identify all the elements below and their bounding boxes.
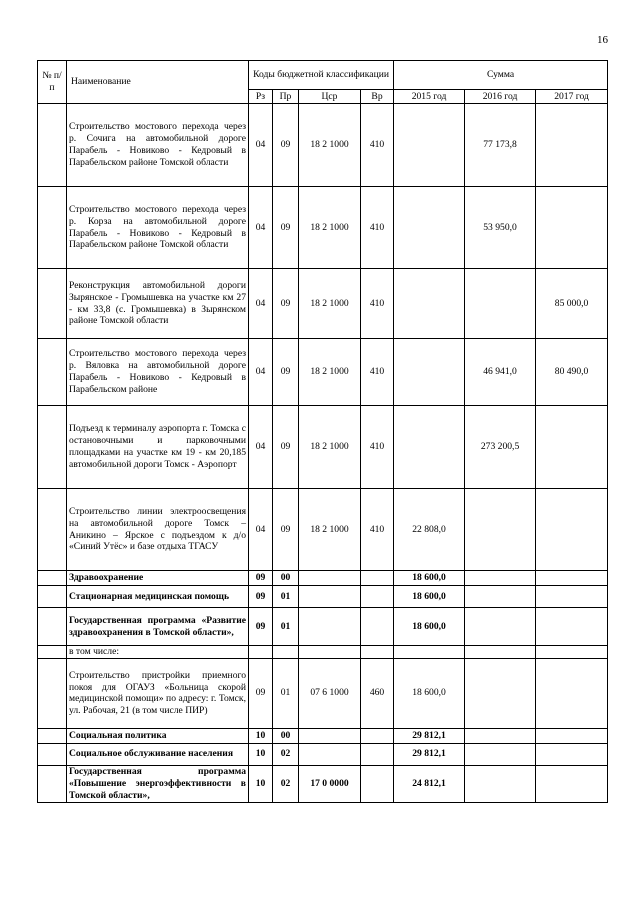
row-name-cell: Строительство мостового перехода через р. Корза на автомобильной дороге Парабель - Новиково - Кедровый в Парабельском районе Томской области: [67, 187, 249, 269]
row-csr-cell: 07 6 1000: [299, 658, 361, 728]
row-num-cell: [38, 586, 67, 608]
row-pr-cell: 09: [273, 269, 299, 339]
row-vr-cell: [361, 608, 394, 646]
budget-table: [37, 60, 608, 803]
row-2015-cell: 18 600,0: [394, 571, 465, 586]
row-2016-cell: [465, 269, 536, 339]
row-pr-cell: 01: [273, 608, 299, 646]
row-2015-cell: 29 812,1: [394, 743, 465, 765]
row-csr-cell: 18 2 1000: [299, 406, 361, 489]
row-rz-cell: 09: [249, 658, 273, 728]
row-num-cell: [38, 104, 67, 187]
header-vr: Вр: [361, 90, 394, 104]
table-row: [38, 608, 608, 646]
row-rz-cell: 04: [249, 104, 273, 187]
row-vr-cell: [361, 586, 394, 608]
row-csr-cell: [299, 586, 361, 608]
row-rz-cell: 04: [249, 269, 273, 339]
row-vr-cell: [361, 571, 394, 586]
row-pr-cell: [273, 646, 299, 659]
row-2017-cell: [536, 586, 608, 608]
row-2015-cell: 18 600,0: [394, 658, 465, 728]
row-num-cell: [38, 571, 67, 586]
row-csr-cell: 18 2 1000: [299, 269, 361, 339]
row-pr-cell: 09: [273, 406, 299, 489]
table-row: [38, 658, 608, 728]
row-rz-cell: 04: [249, 187, 273, 269]
row-name-cell: Государственная программа «Развитие здравоохранения в Томской области»,: [67, 608, 249, 646]
row-2015-cell: 22 808,0: [394, 489, 465, 571]
row-2017-cell: [536, 187, 608, 269]
header-rz: Рз: [249, 90, 273, 104]
row-name-cell: Стационарная медицинская помощь: [67, 586, 249, 608]
row-pr-cell: 00: [273, 571, 299, 586]
row-csr-cell: 17 0 0000: [299, 765, 361, 802]
header-2015: 2015 год: [394, 90, 465, 104]
row-rz-cell: 04: [249, 339, 273, 406]
table-row: [38, 571, 608, 586]
row-name-cell: Здравоохранение: [67, 571, 249, 586]
row-num-cell: [38, 658, 67, 728]
row-vr-cell: 410: [361, 489, 394, 571]
row-vr-cell: [361, 743, 394, 765]
row-rz-cell: 09: [249, 571, 273, 586]
row-vr-cell: [361, 765, 394, 802]
row-num-cell: [38, 489, 67, 571]
row-2016-cell: 77 173,8: [465, 104, 536, 187]
row-2017-cell: [536, 658, 608, 728]
row-pr-cell: 02: [273, 743, 299, 765]
row-2017-cell: [536, 728, 608, 743]
row-2015-cell: 29 812,1: [394, 728, 465, 743]
table-row: [38, 728, 608, 743]
row-2015-cell: 24 812,1: [394, 765, 465, 802]
row-csr-cell: [299, 646, 361, 659]
row-2015-cell: 18 600,0: [394, 586, 465, 608]
row-rz-cell: 10: [249, 765, 273, 802]
row-2016-cell: [465, 658, 536, 728]
row-name-cell: Строительство мостового перехода через р. Сочига на автомобильной дороге Парабель - Новиково - Кедровый в Парабельском районе Томской области: [67, 104, 249, 187]
row-csr-cell: [299, 571, 361, 586]
row-2015-cell: [394, 104, 465, 187]
row-2017-cell: [536, 743, 608, 765]
row-rz-cell: [249, 646, 273, 659]
row-2016-cell: 273 200,5: [465, 406, 536, 489]
row-2017-cell: [536, 608, 608, 646]
row-num-cell: [38, 269, 67, 339]
table-row: [38, 104, 608, 187]
row-vr-cell: 460: [361, 658, 394, 728]
row-pr-cell: 09: [273, 489, 299, 571]
table-row: [38, 339, 608, 406]
row-csr-cell: [299, 728, 361, 743]
row-num-cell: [38, 608, 67, 646]
row-name-cell: Социальное обслуживание населения: [67, 743, 249, 765]
header-pr: Пр: [273, 90, 299, 104]
row-vr-cell: 410: [361, 104, 394, 187]
row-name-cell: Социальная политика: [67, 728, 249, 743]
row-2016-cell: 53 950,0: [465, 187, 536, 269]
row-vr-cell: 410: [361, 406, 394, 489]
row-num-cell: [38, 406, 67, 489]
row-vr-cell: [361, 728, 394, 743]
row-pr-cell: 01: [273, 658, 299, 728]
header-2016: 2016 год: [465, 90, 536, 104]
row-2017-cell: 85 000,0: [536, 269, 608, 339]
row-2015-cell: 18 600,0: [394, 608, 465, 646]
row-2016-cell: [465, 586, 536, 608]
row-pr-cell: 01: [273, 586, 299, 608]
row-num-cell: [38, 728, 67, 743]
table-row: [38, 743, 608, 765]
header-csr: Цср: [299, 90, 361, 104]
table-row: [38, 406, 608, 489]
row-rz-cell: 09: [249, 586, 273, 608]
row-name-cell: Строительство мостового перехода через р. Вяловка на автомобильной дороге Парабель - Новиково - Кедровый в Парабельском районе: [67, 339, 249, 406]
row-num-cell: [38, 743, 67, 765]
row-pr-cell: 09: [273, 187, 299, 269]
row-2017-cell: [536, 571, 608, 586]
page-number: 16: [597, 34, 608, 46]
header-num: № п/п: [38, 61, 67, 104]
row-2015-cell: [394, 646, 465, 659]
row-name-cell: Строительство линии электроосвещения на автомобильной дороге Томск – Аникино – Ярское с подъездом к д/о «Синий Утёс» и базе отдыха ТГАСУ: [67, 489, 249, 571]
row-vr-cell: [361, 646, 394, 659]
row-rz-cell: 04: [249, 489, 273, 571]
row-2016-cell: [465, 571, 536, 586]
row-2017-cell: 80 490,0: [536, 339, 608, 406]
row-rz-cell: 10: [249, 743, 273, 765]
header-name: Наименование: [67, 61, 249, 104]
row-csr-cell: [299, 608, 361, 646]
table-row: [38, 765, 608, 802]
header-2017: 2017 год: [536, 90, 608, 104]
row-2015-cell: [394, 269, 465, 339]
row-name-cell: в том числе:: [67, 646, 249, 659]
row-pr-cell: 09: [273, 104, 299, 187]
row-2016-cell: [465, 608, 536, 646]
row-2017-cell: [536, 406, 608, 489]
row-2017-cell: [536, 646, 608, 659]
row-name-cell: Строительство пристройки приемного покоя для ОГАУЗ «Больница скорой медицинской помощи» по адресу: г. Томск, ул. Рабочая, 21 (в том числе ПИР): [67, 658, 249, 728]
table-row: [38, 187, 608, 269]
row-csr-cell: 18 2 1000: [299, 187, 361, 269]
row-2015-cell: [394, 406, 465, 489]
row-2016-cell: [465, 765, 536, 802]
row-rz-cell: 04: [249, 406, 273, 489]
row-2015-cell: [394, 339, 465, 406]
table-row: [38, 586, 608, 608]
row-csr-cell: 18 2 1000: [299, 489, 361, 571]
row-rz-cell: 10: [249, 728, 273, 743]
row-name-cell: Подъезд к терминалу аэропорта г. Томска с остановочными и парковочными площадками на участке км 19 - км 20,185 автомобильной дороги Томск - Аэропорт: [67, 406, 249, 489]
row-num-cell: [38, 187, 67, 269]
header-row-top: [38, 61, 608, 90]
row-2016-cell: [465, 728, 536, 743]
table-row: [38, 489, 608, 571]
row-num-cell: [38, 646, 67, 659]
row-pr-cell: 02: [273, 765, 299, 802]
row-2016-cell: [465, 743, 536, 765]
header-sum: Сумма: [394, 61, 608, 90]
table-row: [38, 646, 608, 659]
row-2015-cell: [394, 187, 465, 269]
row-vr-cell: 410: [361, 187, 394, 269]
row-csr-cell: 18 2 1000: [299, 339, 361, 406]
row-vr-cell: 410: [361, 339, 394, 406]
table-row: [38, 269, 608, 339]
row-name-cell: Государственная программа «Повышение энергоэффективности в Томской области»,: [67, 765, 249, 802]
header-codes: Коды бюджетной классификации: [249, 61, 394, 90]
row-pr-cell: 09: [273, 339, 299, 406]
row-2016-cell: 46 941,0: [465, 339, 536, 406]
row-csr-cell: 18 2 1000: [299, 104, 361, 187]
row-2016-cell: [465, 489, 536, 571]
row-2017-cell: [536, 104, 608, 187]
row-rz-cell: 09: [249, 608, 273, 646]
row-2017-cell: [536, 765, 608, 802]
row-2016-cell: [465, 646, 536, 659]
row-2017-cell: [536, 489, 608, 571]
row-num-cell: [38, 339, 67, 406]
row-vr-cell: 410: [361, 269, 394, 339]
row-csr-cell: [299, 743, 361, 765]
row-num-cell: [38, 765, 67, 802]
row-pr-cell: 00: [273, 728, 299, 743]
row-name-cell: Реконструкция автомобильной дороги Зырянское - Громышевка на участке км 27 - км 33,8 (с. Громышевка) в Зырянском районе Томской области: [67, 269, 249, 339]
